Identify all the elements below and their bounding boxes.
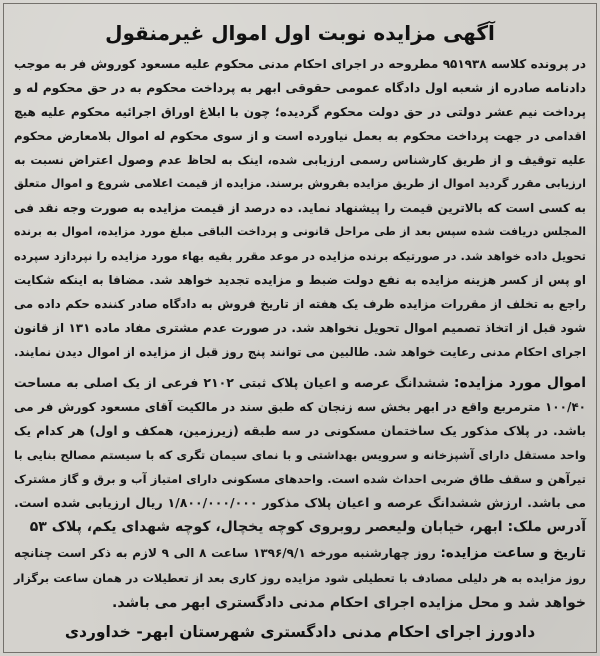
intro-line: در پرونده کلاسه ۹۵۱۹۳۸ مطروحه در اجرای احکام مدنی محکوم علیه مسعود کوروش فر به موجب bbox=[14, 57, 586, 71]
notice-title: آگهی مزایده نوبت اول اموال غیرمنقول bbox=[105, 21, 495, 45]
schedule-line: خواهد شد و محل مزایده اجرای احکام مدنی دادگستری ابهر می باشد. bbox=[112, 595, 586, 611]
property-label: اموال مورد مزایده: bbox=[453, 375, 587, 391]
intro-line: اقدامی در جهت پرداخت محکوم به بعمل نیاورده است و از سوی محکوم له اموال بلامعارض محکوم bbox=[14, 129, 586, 143]
intro-line: شود قبل از اتخاذ تصمیم اموال تحویل نخواهد شد. در صورت عدم مشتری مفاد ماده ۱۳۱ از قانون bbox=[14, 321, 587, 335]
schedule-line bbox=[14, 541, 586, 566]
property-line: واحد مستقل دارای آشپزخانه و سرویس بهداشتی و با نمای سیمان تگری که با سیستم مصالح بنایی با bbox=[14, 448, 586, 462]
property-paragraph bbox=[14, 371, 586, 539]
intro-line: او پس از کسر هزینه مزایده به نفع دولت ضبط و مزایده تجدید خواهد شد. مضافا به اینکه شکایت bbox=[14, 273, 586, 287]
schedule-line: روز مزایده به هر دلیلی مصادف با تعطیلی شود مزایده روز کاری بعد از تعطیلات در همان ساعت برگزار bbox=[14, 572, 586, 585]
property-line: باشد. در پلاک مذکور یک ساختمان مسکونی در سه طبقه (زیرزمین، همکف و اول) هر کدام یک bbox=[14, 424, 586, 438]
intro-line: علیه توقیف و از طریق کارشناس رسمی ارزیابی شده، اینک به لحاظ عدم وصول اعتراض نسبت به bbox=[14, 153, 586, 167]
intro-line: المجلس دریافت شده سپس بعد از طی مراحل قانونی و پرداخت الباقی مبلغ مورد مزایده، اموال به برنده bbox=[14, 225, 586, 238]
property-line: ۱۰۰/۴۰ مترمربع واقع در ابهر بخش سه زنجان که طبق سند در مالکیت آقای مسعود کورش فر می bbox=[14, 400, 586, 414]
intro-line: به کسی است که بالاترین قیمت را پیشنهاد نماید. ده درصد از قیمت مزایده به صورت وجه نقد فی bbox=[14, 201, 586, 215]
property-line: تیرآهن و سقف طاق ضربی احداث شده است. واحدهای مسکونی دارای امتیاز آب و برق و گاز مشترک bbox=[14, 472, 586, 486]
schedule-label: تاریخ و ساعت مزایده: bbox=[440, 546, 586, 561]
intro-line: پرداخت نیم عشر دولتی در حق دولت محکوم گردیده؛ چون با ابلاغ اوراق اجرائیه محکوم علیه هیچ bbox=[14, 105, 586, 119]
address-line bbox=[14, 515, 586, 539]
signature: دادورز اجرای احکام مدنی دادگستری شهرستان ابهر- خداوردی bbox=[64, 623, 536, 641]
intro-paragraph bbox=[14, 52, 586, 364]
address-label: آدرس ملک: bbox=[507, 519, 586, 535]
address-text: ابهر، خیابان ولیعصر روبروی کوچه یخچال، کوچه شهدای یکم، پلاک ۵۳ bbox=[29, 519, 503, 535]
property-line: می باشد. ارزش ششدانگ عرصه و اعیان پلاک مذکور ۱/۸۰۰/۰۰۰/۰۰۰ ریال ارزیابی شده است. bbox=[14, 495, 586, 510]
intro-line: دادنامه صادره از شعبه اول دادگاه عمومی حقوقی ابهر به پرداخت محکوم به در حق محکوم له و bbox=[14, 81, 586, 95]
intro-line: تحویل داده خواهد شد. در صورتیکه برنده مزایده در موعد مقرر بقیه بهاء مورد مزایده را نپردازد سپرده bbox=[14, 249, 586, 263]
property-line-text: ششدانگ عرصه و اعیان پلاک ثبتی ۲۱۰۲ فرعی از یک اصلی به مساحت bbox=[14, 375, 449, 390]
intro-line: راجع به تخلف از مقررات مزایده ظرف یک هفته از تاریخ فروش به دادگاه صادر کننده حکم داده می bbox=[14, 297, 586, 311]
intro-line: ارزیابی مقرر گردید اموال از طریق مزایده بفروش برسند. مزایده از قیمت اعلامی شروع و اموال متعلق bbox=[14, 177, 586, 190]
property-line bbox=[14, 371, 586, 395]
schedule-line-text: روز چهارشنبه مورخه ۱۳۹۶/۹/۱ ساعت ۸ الی ۹ لازم به ذکر است چنانچه bbox=[14, 546, 436, 560]
schedule-paragraph bbox=[14, 541, 586, 616]
intro-line: اجرای احکام مدنی رعایت خواهد شد. طالبین می توانند پنج روز قبل از مزایده از اموال دیدن نمایند. bbox=[14, 345, 586, 359]
